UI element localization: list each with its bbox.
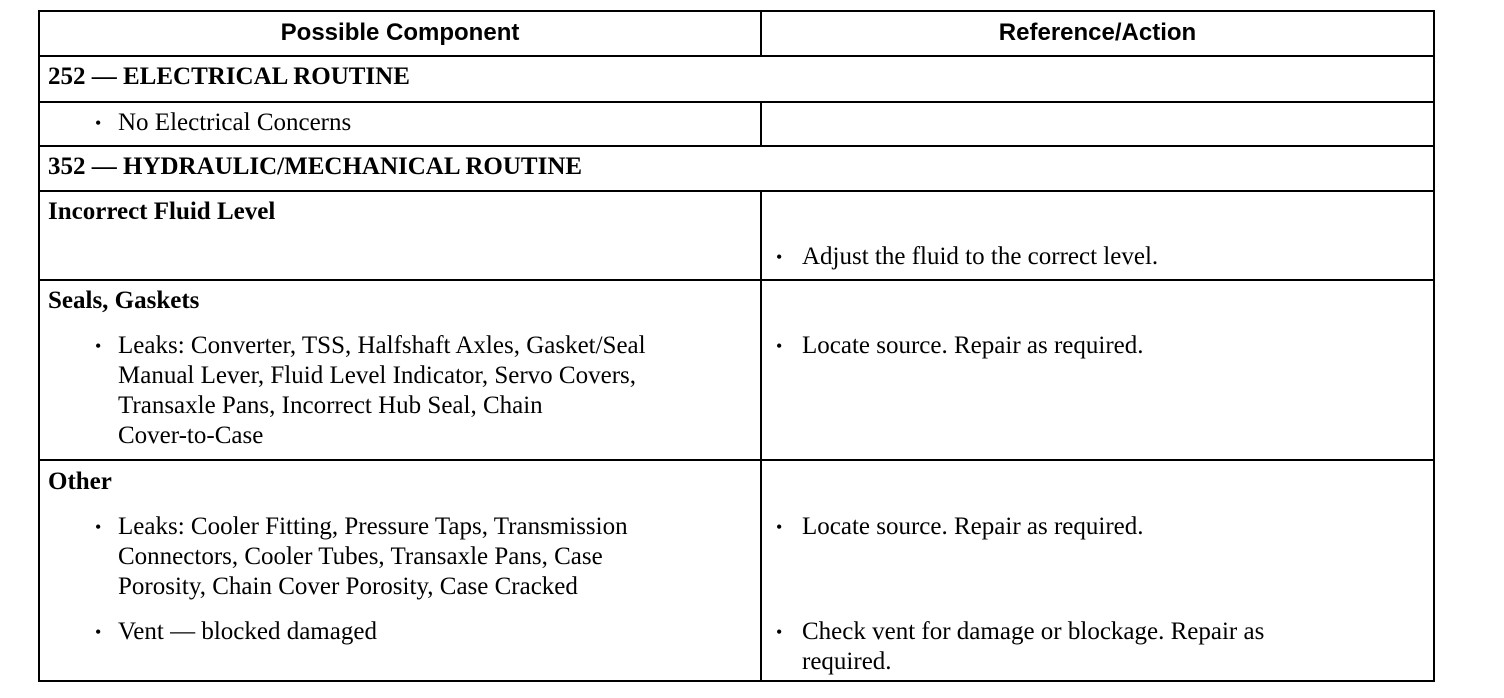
bullet-icon: • bbox=[776, 336, 783, 356]
bullet-icon: • bbox=[95, 336, 102, 356]
action-text: Adjust the fluid to the correct level. bbox=[802, 243, 1159, 270]
component-cell bbox=[40, 192, 762, 279]
row-heading: Seals, Gaskets bbox=[48, 287, 200, 314]
bullet-icon: • bbox=[776, 517, 783, 537]
action-text: required. bbox=[802, 648, 892, 675]
bullet-icon: • bbox=[95, 622, 102, 642]
table-row-other bbox=[40, 459, 1433, 682]
component-cell bbox=[40, 461, 762, 682]
section-title-252: 252 — ELECTRICAL ROUTINE bbox=[48, 63, 410, 90]
section-title-352: 352 — HYDRAULIC/MECHANICAL ROUTINE bbox=[48, 153, 583, 180]
item-line: Connectors, Cooler Tubes, Transaxle Pans, Case bbox=[118, 543, 603, 570]
bullet-icon: • bbox=[95, 113, 102, 133]
component-cell bbox=[40, 103, 762, 145]
item-line: Porosity, Chain Cover Porosity, Case Cracked bbox=[118, 573, 578, 600]
table-row-no-electrical bbox=[40, 101, 1433, 145]
action-text: Locate source. Repair as required. bbox=[802, 332, 1144, 359]
item-line: Leaks: Converter, TSS, Halfshaft Axles, Gasket/Seal bbox=[118, 332, 646, 359]
table-header-row bbox=[40, 12, 1433, 55]
item-line: Transaxle Pans, Incorrect Hub Seal, Chain bbox=[118, 392, 543, 419]
column-header-possible-component: Possible Component bbox=[40, 12, 762, 55]
item-line: Vent — blocked damaged bbox=[118, 618, 377, 645]
action-cell bbox=[762, 103, 1433, 145]
section-row-352 bbox=[40, 145, 1433, 190]
component-text: No Electrical Concerns bbox=[118, 109, 352, 136]
bullet-icon: • bbox=[95, 517, 102, 537]
item-line: Manual Lever, Fluid Level Indicator, Servo Covers, bbox=[118, 362, 636, 389]
table-row-seals-gaskets bbox=[40, 279, 1433, 459]
action-text: Locate source. Repair as required. bbox=[802, 513, 1144, 540]
section-row-252 bbox=[40, 55, 1433, 101]
action-text: Check vent for damage or blockage. Repair as bbox=[802, 618, 1265, 645]
column-header-reference-action: Reference/Action bbox=[998, 19, 1197, 46]
component-cell bbox=[40, 281, 762, 459]
action-cell bbox=[762, 192, 1433, 279]
bullet-icon: • bbox=[776, 622, 783, 642]
action-cell bbox=[762, 281, 1433, 459]
row-heading: Other bbox=[48, 468, 112, 495]
bullet-icon: • bbox=[776, 247, 783, 267]
table-row-fluid-level bbox=[40, 190, 1433, 279]
action-cell bbox=[762, 461, 1433, 682]
row-heading: Incorrect Fluid Level bbox=[48, 198, 276, 225]
diagnostic-table bbox=[38, 10, 1435, 682]
item-line: Cover-to-Case bbox=[118, 422, 264, 449]
item-line: Leaks: Cooler Fitting, Pressure Taps, Transmission bbox=[118, 513, 628, 540]
